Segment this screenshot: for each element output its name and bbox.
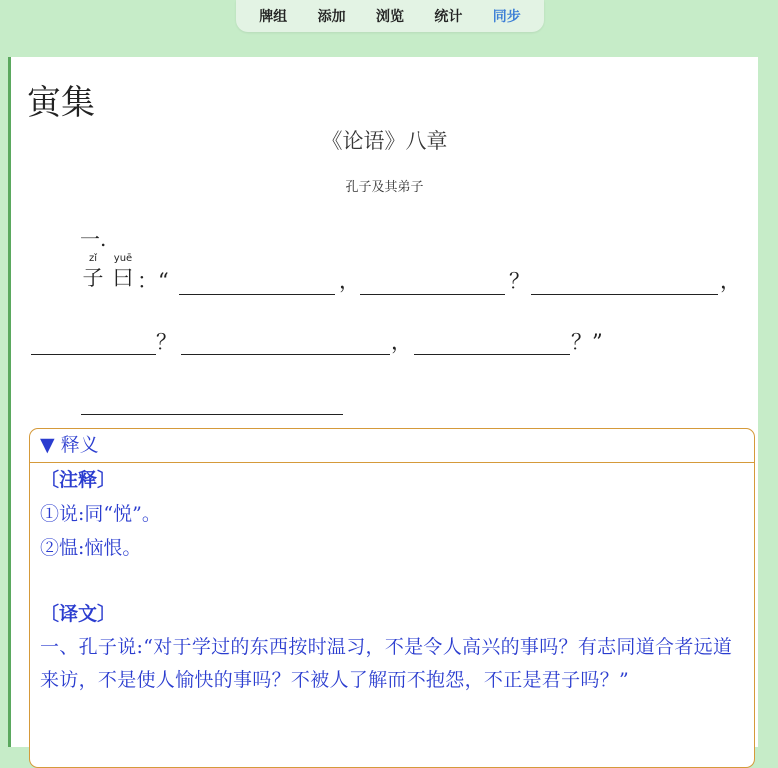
pinyin-yue: yuē <box>113 253 133 264</box>
note-item: ①说:同“悦”。 <box>40 503 161 525</box>
comma-1: ， <box>339 269 360 293</box>
note-item: ②愠:恼恨。 <box>40 537 142 559</box>
top-nav <box>236 0 544 32</box>
translation-header: 〔译文〕 <box>40 603 117 625</box>
cloze-blank-5[interactable] <box>181 354 390 355</box>
nav-sync[interactable]: 同步 <box>492 9 521 25</box>
nav-browse[interactable]: 浏览 <box>375 9 404 25</box>
section-number: 一. <box>80 227 107 251</box>
cloze-line <box>81 253 761 303</box>
pinyin-zi: zǐ <box>88 253 98 264</box>
cloze-blank-4[interactable] <box>31 354 156 355</box>
end-quote: ？” <box>571 330 603 354</box>
explanation-panel <box>29 428 755 768</box>
cloze-blank-6[interactable] <box>414 354 570 355</box>
translation-text: 一、孔子说:“对于学过的东西按时温习，不是令人高兴的事吗？有志同道合者远道来访，不是使人愉快的事吗？不被人了解而不抱怨，不正是君子吗？” <box>40 636 733 691</box>
comma-2: ， <box>720 269 741 293</box>
nav-decks[interactable]: 牌组 <box>259 9 288 25</box>
question-1: ？ <box>509 269 530 293</box>
char-yue: 曰 <box>112 266 134 290</box>
ruby-yue <box>111 253 135 291</box>
nav-add[interactable]: 添加 <box>317 9 346 25</box>
flashcard <box>8 57 758 747</box>
explanation-body <box>30 463 754 697</box>
cloze-blank-3[interactable] <box>531 294 718 295</box>
colon-quote: ：“ <box>137 269 169 293</box>
lesson-title: 《论语》八章 <box>321 129 448 153</box>
cloze-blank-1[interactable] <box>179 294 335 295</box>
cloze-blank-2[interactable] <box>360 294 505 295</box>
deck-name: 寅集 <box>27 83 95 123</box>
question-2: ？ <box>156 330 177 354</box>
lesson-author: 孔子及其弟子 <box>345 180 424 195</box>
comma-3: ， <box>391 330 412 354</box>
nav-stats[interactable]: 统计 <box>434 9 463 25</box>
ruby-zi <box>81 253 105 291</box>
notes-header: 〔注释〕 <box>40 469 117 491</box>
explanation-toggle[interactable]: ▼ 释义 <box>30 429 754 463</box>
char-zi: 子 <box>82 266 104 290</box>
cloze-blank-7[interactable] <box>81 414 343 415</box>
